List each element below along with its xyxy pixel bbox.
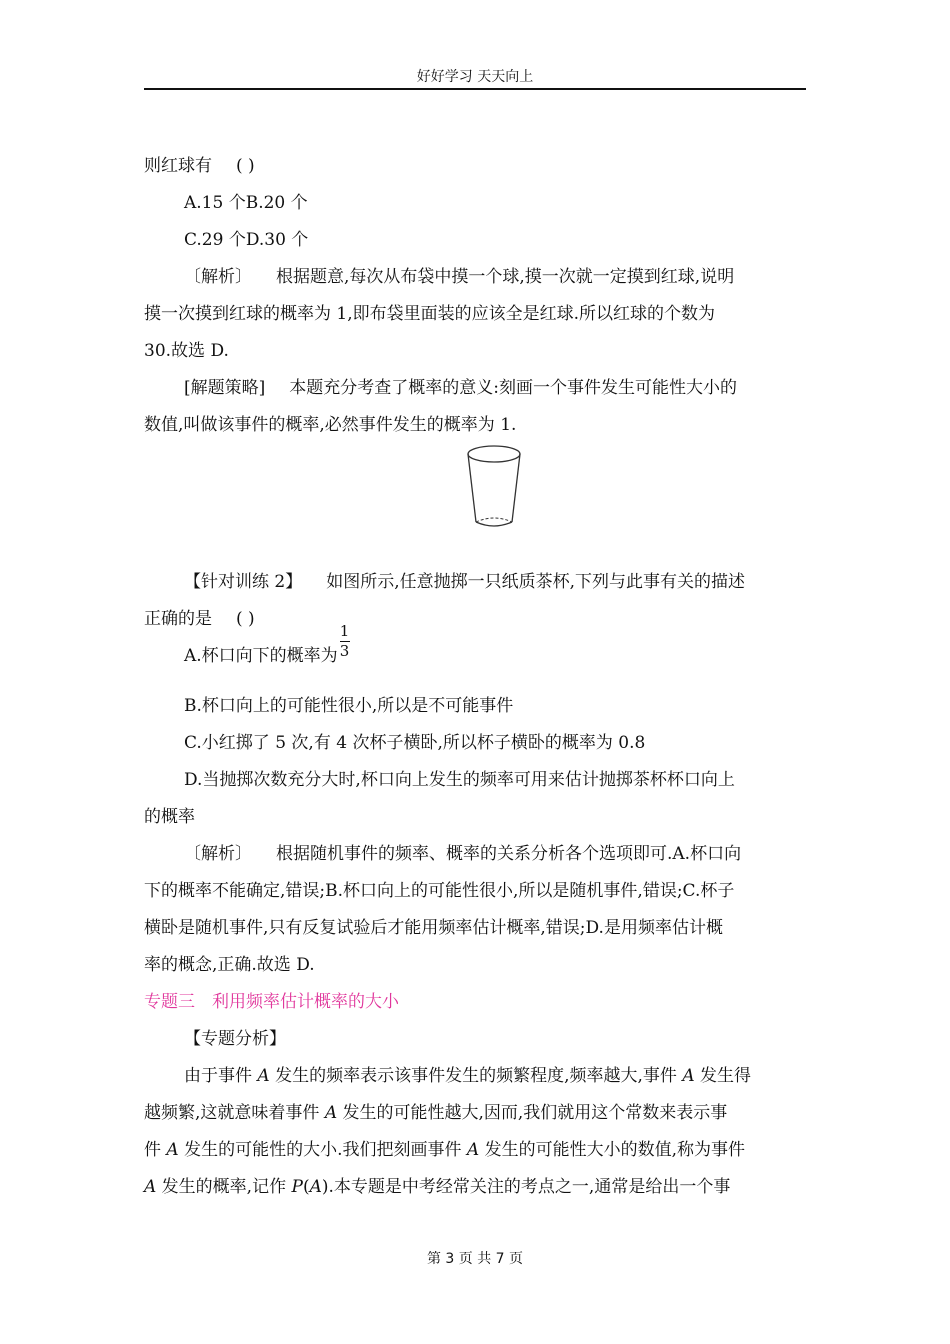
q2-analysis-text-1: 根据随机事件的频率、概率的关系分析各个选项即可.A.杯口向 <box>276 844 742 864</box>
q2-option-b: B.杯口向上的可能性很小,所以是不可能事件 <box>184 696 514 716</box>
variable-a: A <box>166 1140 179 1160</box>
text-span: 由于事件 <box>184 1066 258 1086</box>
q2-label: 【针对训练 2】 <box>184 572 303 592</box>
text-span: ) <box>321 1177 329 1197</box>
variable-a: A <box>144 1177 157 1197</box>
topic-3-title: 专题三 利用频率估计概率的大小 <box>144 992 399 1012</box>
paper-cup-icon <box>464 444 524 530</box>
q1-strategy-line-1 <box>144 370 806 407</box>
text-span: 发生的概率,记作 <box>156 1177 292 1197</box>
variable-a: A <box>466 1140 480 1160</box>
fraction-one-third <box>339 622 352 675</box>
text-span: 越频繁,这就意味着事件 <box>144 1103 325 1123</box>
variable-a: A <box>324 1103 338 1123</box>
q2-option-c: C.小红掷了 5 次,有 4 次杯子横卧,所以杯子横卧的概率为 0.8 <box>184 733 646 753</box>
cup-figure <box>144 444 806 564</box>
q1-stem-line <box>144 148 806 185</box>
page-footer: 第 3 页 共 7 页 <box>426 1251 524 1267</box>
topic-3-paragraph-line-1 <box>144 1058 806 1095</box>
q2-analysis-line-1 <box>144 836 806 873</box>
q2-stem-text-1: 如图所示,任意抛掷一只纸质茶杯,下列与此事有关的描述 <box>326 572 746 592</box>
q1-analysis-line-3: 30.故选 D. <box>144 341 229 361</box>
text-span: 发生的可能性大小的数值,称为事件 <box>479 1140 745 1160</box>
q1-stem: 则红球有 <box>144 156 212 176</box>
variable-a: A <box>682 1066 695 1086</box>
q2-option-d-line-1: D.当抛掷次数充分大时,杯口向上发生的频率可用来估计抛掷茶杯杯口向上 <box>184 770 735 790</box>
q2-analysis-line-4: 率的概念,正确.故选 D. <box>144 955 315 975</box>
q1-option-ab: A.15 个B.20 个 <box>184 193 308 213</box>
text-span: 发生的可能性越大,因而,我们就用这个常数来表示事 <box>337 1103 728 1123</box>
page-header: 好好学习 天天向上 <box>416 69 534 85</box>
text-span: 发生得 <box>694 1066 751 1086</box>
variable-a: A <box>309 1177 322 1197</box>
topic-3-analysis-heading: 【专题分析】 <box>184 1029 286 1049</box>
header-rule <box>144 88 806 90</box>
q1-analysis-label: 〔解析〕 <box>184 267 252 287</box>
q2-option-a <box>144 622 806 688</box>
q1-answer-paren: ( ) <box>236 156 255 176</box>
q2-stem-text-2: 正确的是 <box>144 609 212 629</box>
q1-strategy-line-2: 数值,叫做该事件的概率,必然事件发生的概率为 1. <box>144 415 517 435</box>
q1-analysis-text-1: 根据题意,每次从布袋中摸一个球,摸一次就一定摸到红球,说明 <box>276 267 735 287</box>
text-span: 发生的可能性的大小.我们把刻画事件 <box>178 1140 467 1160</box>
q2-analysis-line-2: 下的概率不能确定,错误;B.杯口向上的可能性很小,所以是随机事件,错误;C.杯子 <box>144 881 735 901</box>
q2-answer-paren: ( ) <box>236 609 255 629</box>
q2-analysis-line-3: 横卧是随机事件,只有反复试验后才能用频率估计概率,错误;D.是用频率估计概 <box>144 918 723 938</box>
q1-strategy-label: [解题策略] <box>184 378 266 398</box>
text-span: .本专题是中考经常关注的考点之一,通常是给出一个事 <box>328 1177 731 1197</box>
text-span: 件 <box>144 1140 167 1160</box>
q2-stem-line-1 <box>144 564 806 601</box>
probability-p: P <box>291 1177 303 1197</box>
text-span: ( <box>302 1177 310 1197</box>
variable-a: A <box>257 1066 270 1086</box>
q1-strategy-text-1: 本题充分考查了概率的意义:刻画一个事件发生可能性大小的 <box>289 378 737 398</box>
fraction-denominator: 3 <box>339 642 350 660</box>
q2-option-d-line-2: 的概率 <box>144 807 195 827</box>
document-body <box>144 148 806 1206</box>
topic-3-paragraph-line-4 <box>144 1169 806 1206</box>
q2-stem-line-2 <box>144 601 806 638</box>
fraction-numerator: 1 <box>339 622 350 640</box>
q2-option-a-text: A.杯口向下的概率为 <box>184 646 338 666</box>
q1-analysis-line-1 <box>144 259 806 296</box>
q1-analysis-line-2: 摸一次摸到红球的概率为 1,即布袋里面装的应该全是红球.所以红球的个数为 <box>144 304 716 324</box>
topic-3-paragraph-line-2 <box>144 1095 806 1132</box>
q1-option-cd: C.29 个D.30 个 <box>184 230 309 250</box>
topic-3-paragraph-line-3 <box>144 1132 806 1169</box>
text-span: 发生的频率表示该事件发生的频繁程度,频率越大,事件 <box>269 1066 683 1086</box>
q2-analysis-label: 〔解析〕 <box>184 844 252 864</box>
